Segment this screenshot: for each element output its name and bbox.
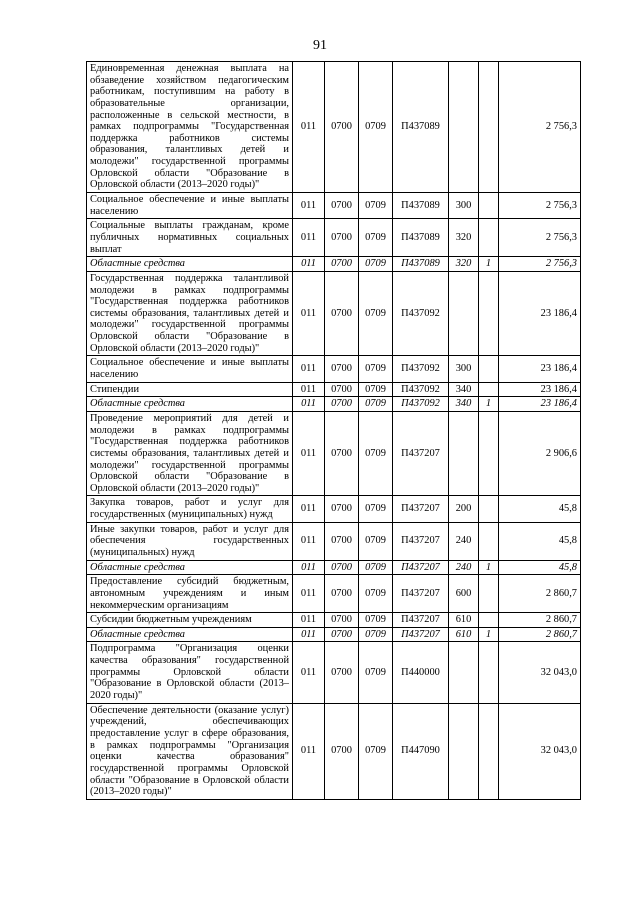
subsection-code-cell: 0709 <box>359 397 393 412</box>
ministry-code-cell: 011 <box>293 522 325 560</box>
expense-type-cell: 320 <box>449 257 479 272</box>
section-code-cell: 0700 <box>325 522 359 560</box>
item-name-cell: Обеспечение деятельности (оказание услуг) учреждений, обеспечивающих предоставление услуг в сфере образования, в рамках подпрограммы "Организация оценки качества образования" государственной программы Орловской области "Образование в Орловской области (2013–2020 годы)" <box>87 703 293 799</box>
item-name-cell: Областные средства <box>87 560 293 575</box>
amount-cell: 23 186,4 <box>499 356 581 382</box>
section-code-cell: 0700 <box>325 257 359 272</box>
item-name-cell: Социальное обеспечение и иные выплаты населению <box>87 193 293 219</box>
item-name-cell: Областные средства <box>87 257 293 272</box>
amount-cell: 23 186,4 <box>499 271 581 355</box>
amount-cell: 2 756,3 <box>499 193 581 219</box>
target-article-cell: П437089 <box>393 219 449 257</box>
expense-type-cell: 300 <box>449 193 479 219</box>
amount-cell: 45,8 <box>499 560 581 575</box>
section-code-cell: 0700 <box>325 356 359 382</box>
funding-source-cell <box>479 193 499 219</box>
ministry-code-cell: 011 <box>293 271 325 355</box>
item-name-cell: Стипендии <box>87 382 293 397</box>
table-row <box>87 271 581 355</box>
ministry-code-cell: 011 <box>293 219 325 257</box>
subsection-code-cell: 0709 <box>359 522 393 560</box>
section-code-cell: 0700 <box>325 627 359 642</box>
amount-cell: 2 756,3 <box>499 62 581 193</box>
page-number: 91 <box>313 38 327 53</box>
amount-cell: 2 860,7 <box>499 627 581 642</box>
section-code-cell: 0700 <box>325 219 359 257</box>
ministry-code-cell: 011 <box>293 397 325 412</box>
section-code-cell: 0700 <box>325 411 359 495</box>
funding-source-cell <box>479 411 499 495</box>
item-name-cell: Единовременная денежная выплата на обзаведение хозяйством педагогическим работникам, поступившим на работу в образовательные организации, расположенные в сельской местности, в рамках подпрограммы "Государственная поддержка работников системы образования, талантливых детей и молодежи" государственной программы Орловской области "Образование в Орловской области (2013–2020 годы)" <box>87 62 293 193</box>
subsection-code-cell: 0709 <box>359 627 393 642</box>
expense-type-cell: 600 <box>449 575 479 613</box>
target-article-cell: П437092 <box>393 397 449 412</box>
expense-type-cell: 340 <box>449 382 479 397</box>
table-row <box>87 193 581 219</box>
expense-type-cell: 200 <box>449 496 479 522</box>
section-code-cell: 0700 <box>325 193 359 219</box>
funding-source-cell <box>479 219 499 257</box>
funding-source-cell <box>479 382 499 397</box>
subsection-code-cell: 0709 <box>359 411 393 495</box>
target-article-cell: П437092 <box>393 271 449 355</box>
section-code-cell: 0700 <box>325 575 359 613</box>
item-name-cell: Закупка товаров, работ и услуг для государственных (муниципальных) нужд <box>87 496 293 522</box>
table-row <box>87 257 581 272</box>
section-code-cell: 0700 <box>325 560 359 575</box>
item-name-cell: Подпрограмма "Организация оценки качества образования" государственной программы Орловской области "Образование в Орловской области (2013–2020 годы)" <box>87 642 293 703</box>
item-name-cell: Субсидии бюджетным учреждениям <box>87 613 293 628</box>
expense-type-cell <box>449 62 479 193</box>
amount-cell: 2 906,6 <box>499 411 581 495</box>
ministry-code-cell: 011 <box>293 613 325 628</box>
subsection-code-cell: 0709 <box>359 642 393 703</box>
table-row <box>87 522 581 560</box>
expense-type-cell: 320 <box>449 219 479 257</box>
item-name-cell: Областные средства <box>87 397 293 412</box>
item-name-cell: Предоставление субсидий бюджетным, автономным учреждениям и иным некоммерческим организациям <box>87 575 293 613</box>
item-name-cell: Иные закупки товаров, работ и услуг для обеспечения государственных (муниципальных) нужд <box>87 522 293 560</box>
section-code-cell: 0700 <box>325 496 359 522</box>
target-article-cell: П437207 <box>393 411 449 495</box>
section-code-cell: 0700 <box>325 271 359 355</box>
expense-type-cell <box>449 642 479 703</box>
amount-cell: 2 860,7 <box>499 575 581 613</box>
subsection-code-cell: 0709 <box>359 703 393 799</box>
item-name-cell: Проведение мероприятий для детей и молодежи в рамках подпрограммы "Государственная поддержка работников системы образования, талантливых детей и молодежи" государственной программы Орловской области "Образование в Орловской области (2013–2020 годы)" <box>87 411 293 495</box>
amount-cell: 2 756,3 <box>499 219 581 257</box>
target-article-cell: П437207 <box>393 560 449 575</box>
funding-source-cell <box>479 496 499 522</box>
item-name-cell: Областные средства <box>87 627 293 642</box>
target-article-cell: П437089 <box>393 193 449 219</box>
target-article-cell: П437092 <box>393 356 449 382</box>
ministry-code-cell: 011 <box>293 382 325 397</box>
subsection-code-cell: 0709 <box>359 257 393 272</box>
expense-type-cell <box>449 411 479 495</box>
funding-source-cell <box>479 613 499 628</box>
table-row <box>87 219 581 257</box>
funding-source-cell <box>479 62 499 193</box>
subsection-code-cell: 0709 <box>359 613 393 628</box>
section-code-cell: 0700 <box>325 62 359 193</box>
target-article-cell: П437089 <box>393 62 449 193</box>
table-body <box>87 62 581 800</box>
table-row <box>87 356 581 382</box>
subsection-code-cell: 0709 <box>359 382 393 397</box>
item-name-cell: Социальные выплаты гражданам, кроме публичных нормативных социальных выплат <box>87 219 293 257</box>
table-row <box>87 575 581 613</box>
expense-type-cell: 610 <box>449 613 479 628</box>
table-row <box>87 642 581 703</box>
ministry-code-cell: 011 <box>293 627 325 642</box>
target-article-cell: П437207 <box>393 575 449 613</box>
amount-cell: 32 043,0 <box>499 642 581 703</box>
funding-source-cell <box>479 703 499 799</box>
table-row <box>87 411 581 495</box>
ministry-code-cell: 011 <box>293 575 325 613</box>
target-article-cell: П440000 <box>393 642 449 703</box>
expense-type-cell <box>449 703 479 799</box>
funding-source-cell <box>479 575 499 613</box>
amount-cell: 23 186,4 <box>499 397 581 412</box>
funding-source-cell <box>479 642 499 703</box>
funding-source-cell: 1 <box>479 397 499 412</box>
section-code-cell: 0700 <box>325 613 359 628</box>
table-row <box>87 397 581 412</box>
expense-type-cell: 300 <box>449 356 479 382</box>
funding-source-cell: 1 <box>479 560 499 575</box>
target-article-cell: П447090 <box>393 703 449 799</box>
expense-type-cell: 610 <box>449 627 479 642</box>
expense-type-cell: 240 <box>449 522 479 560</box>
target-article-cell: П437089 <box>393 257 449 272</box>
expense-type-cell: 240 <box>449 560 479 575</box>
budget-table <box>86 61 581 800</box>
subsection-code-cell: 0709 <box>359 219 393 257</box>
target-article-cell: П437207 <box>393 522 449 560</box>
funding-source-cell <box>479 522 499 560</box>
funding-source-cell: 1 <box>479 257 499 272</box>
amount-cell: 45,8 <box>499 522 581 560</box>
section-code-cell: 0700 <box>325 642 359 703</box>
ministry-code-cell: 011 <box>293 703 325 799</box>
item-name-cell: Социальное обеспечение и иные выплаты населению <box>87 356 293 382</box>
expense-type-cell <box>449 271 479 355</box>
table-row <box>87 382 581 397</box>
amount-cell: 32 043,0 <box>499 703 581 799</box>
ministry-code-cell: 011 <box>293 560 325 575</box>
table-row <box>87 496 581 522</box>
subsection-code-cell: 0709 <box>359 271 393 355</box>
ministry-code-cell: 011 <box>293 193 325 219</box>
table-row <box>87 613 581 628</box>
subsection-code-cell: 0709 <box>359 560 393 575</box>
target-article-cell: П437207 <box>393 496 449 522</box>
section-code-cell: 0700 <box>325 703 359 799</box>
expense-type-cell: 340 <box>449 397 479 412</box>
item-name-cell: Государственная поддержка талантливой молодежи в рамках подпрограммы "Государственная поддержка работников системы образования, талантливых детей и молодежи" государственной программы Орловской области "Образование в Орловской области (2013–2020 годы)" <box>87 271 293 355</box>
section-code-cell: 0700 <box>325 382 359 397</box>
funding-source-cell: 1 <box>479 627 499 642</box>
amount-cell: 2 756,3 <box>499 257 581 272</box>
amount-cell: 23 186,4 <box>499 382 581 397</box>
funding-source-cell <box>479 356 499 382</box>
amount-cell: 2 860,7 <box>499 613 581 628</box>
funding-source-cell <box>479 271 499 355</box>
section-code-cell: 0700 <box>325 397 359 412</box>
ministry-code-cell: 011 <box>293 257 325 272</box>
ministry-code-cell: 011 <box>293 356 325 382</box>
ministry-code-cell: 011 <box>293 496 325 522</box>
ministry-code-cell: 011 <box>293 642 325 703</box>
subsection-code-cell: 0709 <box>359 193 393 219</box>
target-article-cell: П437207 <box>393 627 449 642</box>
subsection-code-cell: 0709 <box>359 496 393 522</box>
table-row <box>87 560 581 575</box>
table-row <box>87 703 581 799</box>
subsection-code-cell: 0709 <box>359 356 393 382</box>
target-article-cell: П437207 <box>393 613 449 628</box>
ministry-code-cell: 011 <box>293 411 325 495</box>
subsection-code-cell: 0709 <box>359 62 393 193</box>
target-article-cell: П437092 <box>393 382 449 397</box>
table-row <box>87 627 581 642</box>
ministry-code-cell: 011 <box>293 62 325 193</box>
amount-cell: 45,8 <box>499 496 581 522</box>
table-row <box>87 62 581 193</box>
subsection-code-cell: 0709 <box>359 575 393 613</box>
